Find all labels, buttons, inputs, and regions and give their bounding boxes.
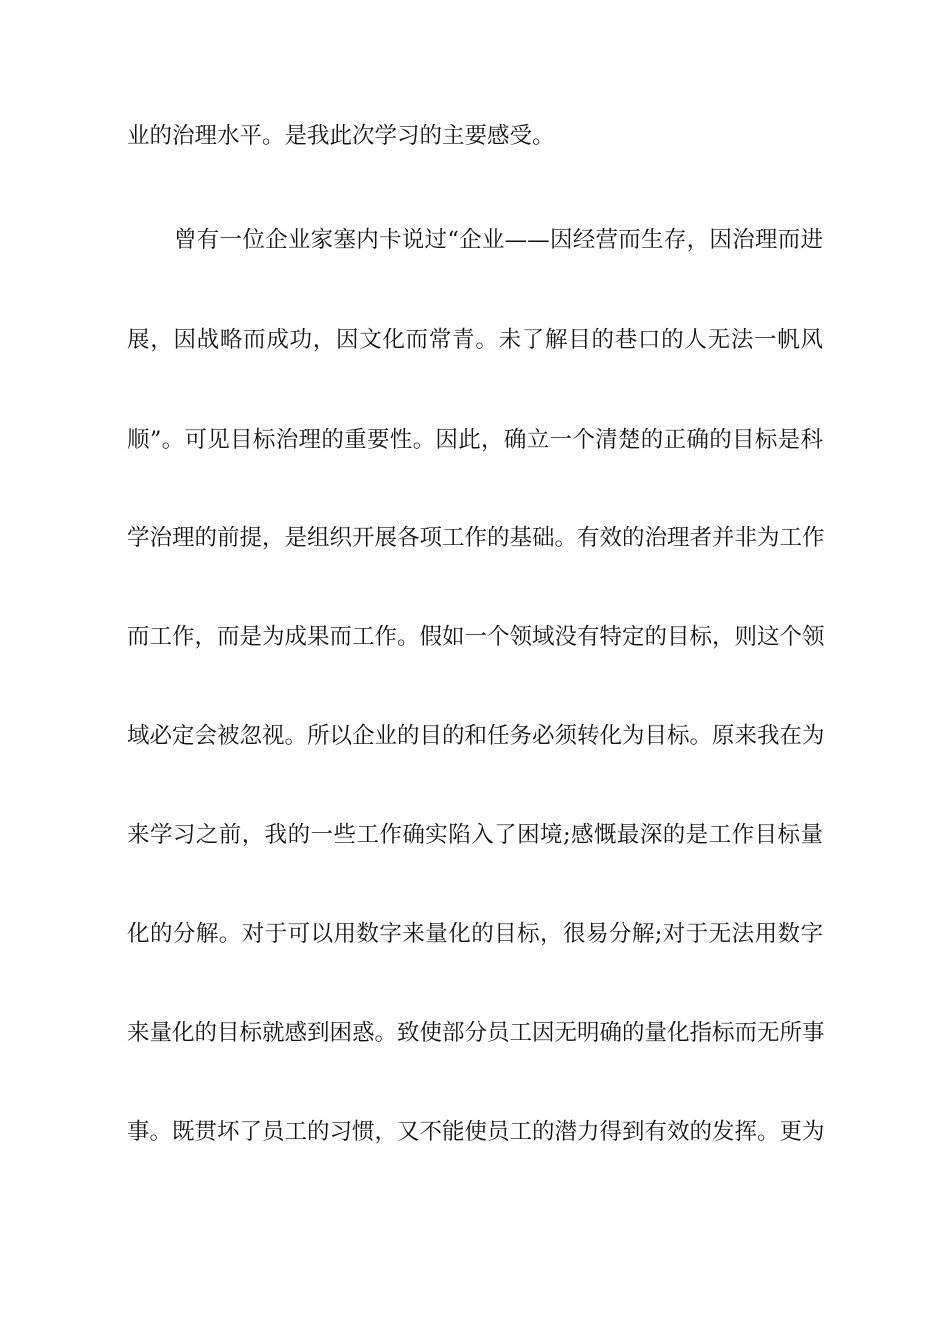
- paragraph-line: 事。既贯坏了员工的习惯，又不能使员工的潜力得到有效的发挥。更为: [127, 1119, 825, 1145]
- paragraph-line: 业的治理水平。是我此次学习的主要感受。: [127, 123, 555, 149]
- paragraph-line: 域必定会被忽视。所以企业的目的和任务必须转化为目标。原来我在为: [127, 723, 825, 749]
- paragraph-line: 顺”。可见目标治理的重要性。因此，确立一个清楚的正确的目标是科: [127, 427, 823, 453]
- paragraph-line: 而工作，而是为成果而工作。假如一个领域没有特定的目标，则这个领: [127, 624, 825, 650]
- paragraph-line: 学治理的前提，是组织开展各项工作的基础。有效的治理者并非为工作: [127, 525, 825, 551]
- paragraph-line: 曾有一位企业家塞内卡说过“企业——因经营而生存，因治理而进: [174, 227, 823, 253]
- paragraph-line: 来学习之前，我的一些工作确实陷入了困境;感慨最深的是工作目标量: [127, 822, 823, 848]
- paragraph-line: 化的分解。对于可以用数字来量化的目标，很易分解;对于无法用数字: [127, 921, 823, 947]
- paragraph-line: 来量化的目标就感到困惑。致使部分员工因无明确的量化指标而无所事: [127, 1020, 825, 1046]
- paragraph-line: 展，因战略而成功，因文化而常青。未了解目的巷口的人无法一帆风: [127, 327, 823, 353]
